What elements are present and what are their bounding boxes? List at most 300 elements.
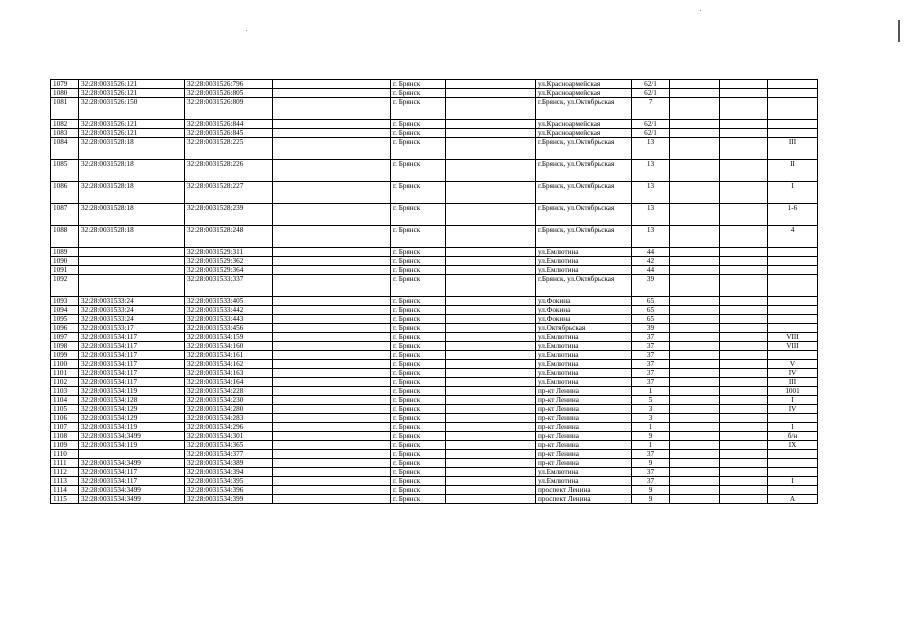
premises-number-cell bbox=[768, 351, 818, 360]
parcel-cadastral-number-cell: 32:28:0031533:24 bbox=[79, 306, 185, 315]
table-row bbox=[51, 257, 818, 266]
empty-cell bbox=[273, 405, 391, 414]
premises-number-cell bbox=[768, 98, 818, 120]
parcel-cadastral-number-cell: 32:28:0031533:24 bbox=[79, 297, 185, 306]
street-cell: ул.Емлютина bbox=[536, 360, 632, 369]
empty-cell bbox=[670, 257, 720, 266]
house-number-cell: 1 bbox=[632, 441, 670, 450]
empty-cell bbox=[446, 275, 536, 297]
street-cell: ул.Октябрьская bbox=[536, 324, 632, 333]
empty-cell bbox=[720, 266, 768, 275]
empty-cell bbox=[670, 204, 720, 226]
empty-cell bbox=[273, 441, 391, 450]
city-cell: г. Брянск bbox=[391, 369, 446, 378]
object-cadastral-number-cell: 32:28:0031529:362 bbox=[185, 257, 273, 266]
street-cell: пр-кт Ленина bbox=[536, 441, 632, 450]
house-number-cell: 13 bbox=[632, 160, 670, 182]
city-cell: г. Брянск bbox=[391, 204, 446, 226]
empty-cell bbox=[273, 297, 391, 306]
empty-cell bbox=[720, 315, 768, 324]
table-row bbox=[51, 306, 818, 315]
empty-cell bbox=[720, 182, 768, 204]
row-number-cell: 1089 bbox=[51, 248, 79, 257]
row-number-cell: 1084 bbox=[51, 138, 79, 160]
premises-number-cell bbox=[768, 89, 818, 98]
table-row bbox=[51, 360, 818, 369]
house-number-cell: 62/1 bbox=[632, 80, 670, 89]
empty-cell bbox=[273, 266, 391, 275]
house-number-cell: 37 bbox=[632, 477, 670, 486]
empty-cell bbox=[720, 138, 768, 160]
row-number-cell: 1111 bbox=[51, 459, 79, 468]
empty-cell bbox=[720, 495, 768, 504]
object-cadastral-number-cell: 32:28:0031534:394 bbox=[185, 468, 273, 477]
empty-cell bbox=[720, 98, 768, 120]
parcel-cadastral-number-cell: 32:28:0031534:3499 bbox=[79, 432, 185, 441]
empty-cell bbox=[273, 182, 391, 204]
parcel-cadastral-number-cell: 32:28:0031534:119 bbox=[79, 423, 185, 432]
parcel-cadastral-number-cell: 32:28:0031534:119 bbox=[79, 441, 185, 450]
house-number-cell: 5 bbox=[632, 396, 670, 405]
object-cadastral-number-cell: 32:28:0031534:228 bbox=[185, 387, 273, 396]
premises-number-cell bbox=[768, 315, 818, 324]
empty-cell bbox=[720, 477, 768, 486]
empty-cell bbox=[273, 351, 391, 360]
row-number-cell: 1103 bbox=[51, 387, 79, 396]
city-cell: г. Брянск bbox=[391, 306, 446, 315]
house-number-cell: 37 bbox=[632, 333, 670, 342]
parcel-cadastral-number-cell: 32:28:0031534:119 bbox=[79, 387, 185, 396]
street-cell: г.Брянск, ул.Октябрьская bbox=[536, 160, 632, 182]
city-cell: г. Брянск bbox=[391, 257, 446, 266]
empty-cell bbox=[273, 120, 391, 129]
house-number-cell: 9 bbox=[632, 432, 670, 441]
premises-number-cell: V bbox=[768, 360, 818, 369]
premises-number-cell: 4 bbox=[768, 226, 818, 248]
street-cell: ул.Емлютина bbox=[536, 351, 632, 360]
object-cadastral-number-cell: 32:28:0031534:160 bbox=[185, 342, 273, 351]
city-cell: г. Брянск bbox=[391, 120, 446, 129]
empty-cell bbox=[446, 441, 536, 450]
empty-cell bbox=[720, 459, 768, 468]
house-number-cell: 9 bbox=[632, 495, 670, 504]
premises-number-cell: IX bbox=[768, 441, 818, 450]
empty-cell bbox=[273, 378, 391, 387]
city-cell: г. Брянск bbox=[391, 486, 446, 495]
premises-number-cell: б/н bbox=[768, 432, 818, 441]
street-cell: ул.Красноармейская bbox=[536, 80, 632, 89]
table-row bbox=[51, 495, 818, 504]
object-cadastral-number-cell: 32:28:0031534:396 bbox=[185, 486, 273, 495]
table-row bbox=[51, 204, 818, 226]
street-cell: пр-кт Ленина bbox=[536, 396, 632, 405]
row-number-cell: 1110 bbox=[51, 450, 79, 459]
empty-cell bbox=[720, 369, 768, 378]
street-cell: ул.Фокина bbox=[536, 306, 632, 315]
row-number-cell: 1106 bbox=[51, 414, 79, 423]
empty-cell bbox=[670, 486, 720, 495]
object-cadastral-number-cell: 32:28:0031534:159 bbox=[185, 333, 273, 342]
street-cell: ул.Емлютина bbox=[536, 257, 632, 266]
house-number-cell: 62/1 bbox=[632, 129, 670, 138]
empty-cell bbox=[670, 378, 720, 387]
empty-cell bbox=[670, 423, 720, 432]
street-cell: г.Брянск, ул.Октябрьская bbox=[536, 275, 632, 297]
street-cell: г.Брянск, ул.Октябрьская bbox=[536, 204, 632, 226]
empty-cell bbox=[720, 387, 768, 396]
object-cadastral-number-cell: 32:28:0031534:283 bbox=[185, 414, 273, 423]
premises-number-cell bbox=[768, 459, 818, 468]
parcel-cadastral-number-cell: 32:28:0031534:117 bbox=[79, 477, 185, 486]
object-cadastral-number-cell: 32:28:0031534:161 bbox=[185, 351, 273, 360]
table-row bbox=[51, 120, 818, 129]
street-cell: ул.Красноармейская bbox=[536, 120, 632, 129]
street-cell: пр-кт Ленина bbox=[536, 459, 632, 468]
premises-number-cell bbox=[768, 275, 818, 297]
city-cell: г. Брянск bbox=[391, 495, 446, 504]
premises-number-cell bbox=[768, 324, 818, 333]
parcel-cadastral-number-cell: 32:28:0031534:3499 bbox=[79, 486, 185, 495]
house-number-cell: 37 bbox=[632, 342, 670, 351]
house-number-cell: 44 bbox=[632, 266, 670, 275]
empty-cell bbox=[273, 432, 391, 441]
empty-cell bbox=[670, 160, 720, 182]
empty-cell bbox=[720, 129, 768, 138]
street-cell: ул.Емлютина bbox=[536, 333, 632, 342]
premises-number-cell bbox=[768, 450, 818, 459]
row-number-cell: 1087 bbox=[51, 204, 79, 226]
street-cell: пр-кт Ленина bbox=[536, 387, 632, 396]
street-cell: проспект Ленина bbox=[536, 486, 632, 495]
house-number-cell: 9 bbox=[632, 486, 670, 495]
empty-cell bbox=[273, 89, 391, 98]
empty-cell bbox=[670, 396, 720, 405]
house-number-cell: 7 bbox=[632, 98, 670, 120]
parcel-cadastral-number-cell: 32:28:0031526:121 bbox=[79, 89, 185, 98]
empty-cell bbox=[720, 423, 768, 432]
empty-cell bbox=[720, 468, 768, 477]
parcel-cadastral-number-cell: 32:28:0031526:121 bbox=[79, 129, 185, 138]
parcel-cadastral-number-cell: 32:28:0031534:3499 bbox=[79, 459, 185, 468]
object-cadastral-number-cell: 32:28:0031534:365 bbox=[185, 441, 273, 450]
object-cadastral-number-cell: 32:28:0031528:239 bbox=[185, 204, 273, 226]
row-number-cell: 1092 bbox=[51, 275, 79, 297]
empty-cell bbox=[273, 248, 391, 257]
empty-cell bbox=[273, 486, 391, 495]
table-row bbox=[51, 226, 818, 248]
premises-number-cell: IV bbox=[768, 369, 818, 378]
object-cadastral-number-cell: 32:28:0031534:163 bbox=[185, 369, 273, 378]
city-cell: г. Брянск bbox=[391, 477, 446, 486]
empty-cell bbox=[273, 450, 391, 459]
table-row bbox=[51, 396, 818, 405]
city-cell: г. Брянск bbox=[391, 396, 446, 405]
empty-cell bbox=[720, 396, 768, 405]
house-number-cell: 65 bbox=[632, 315, 670, 324]
empty-cell bbox=[670, 98, 720, 120]
empty-cell bbox=[446, 138, 536, 160]
empty-cell bbox=[670, 441, 720, 450]
table-row bbox=[51, 248, 818, 257]
empty-cell bbox=[446, 266, 536, 275]
empty-cell bbox=[446, 204, 536, 226]
parcel-cadastral-number-cell: 32:28:0031534:117 bbox=[79, 333, 185, 342]
row-number-cell: 1102 bbox=[51, 378, 79, 387]
city-cell: г. Брянск bbox=[391, 387, 446, 396]
empty-cell bbox=[446, 423, 536, 432]
empty-cell bbox=[273, 333, 391, 342]
empty-cell bbox=[446, 351, 536, 360]
object-cadastral-number-cell: 32:28:0031526:809 bbox=[185, 98, 273, 120]
empty-cell bbox=[720, 120, 768, 129]
object-cadastral-number-cell: 32:28:0031534:164 bbox=[185, 378, 273, 387]
empty-cell bbox=[273, 257, 391, 266]
parcel-cadastral-number-cell: 32:28:0031528:18 bbox=[79, 160, 185, 182]
row-number-cell: 1094 bbox=[51, 306, 79, 315]
house-number-cell: 1 bbox=[632, 387, 670, 396]
row-number-cell: 1112 bbox=[51, 468, 79, 477]
row-number-cell: 1100 bbox=[51, 360, 79, 369]
premises-number-cell bbox=[768, 120, 818, 129]
city-cell: г. Брянск bbox=[391, 129, 446, 138]
row-number-cell: 1082 bbox=[51, 120, 79, 129]
object-cadastral-number-cell: 32:28:0031534:395 bbox=[185, 477, 273, 486]
parcel-cadastral-number-cell bbox=[79, 450, 185, 459]
empty-cell bbox=[670, 129, 720, 138]
house-number-cell: 39 bbox=[632, 324, 670, 333]
street-cell: пр-кт Ленина bbox=[536, 414, 632, 423]
parcel-cadastral-number-cell: 32:28:0031534:117 bbox=[79, 369, 185, 378]
object-cadastral-number-cell: 32:28:0031528:248 bbox=[185, 226, 273, 248]
city-cell: г. Брянск bbox=[391, 450, 446, 459]
empty-cell bbox=[446, 486, 536, 495]
house-number-cell: 3 bbox=[632, 414, 670, 423]
row-number-cell: 1108 bbox=[51, 432, 79, 441]
empty-cell bbox=[670, 351, 720, 360]
property-register-table bbox=[50, 79, 818, 504]
empty-cell bbox=[446, 396, 536, 405]
empty-cell bbox=[446, 405, 536, 414]
premises-number-cell: А bbox=[768, 495, 818, 504]
empty-cell bbox=[273, 138, 391, 160]
row-number-cell: 1104 bbox=[51, 396, 79, 405]
table-row bbox=[51, 369, 818, 378]
city-cell: г. Брянск bbox=[391, 468, 446, 477]
street-cell: г.Брянск, ул.Октябрьская bbox=[536, 226, 632, 248]
empty-cell bbox=[273, 324, 391, 333]
table-row bbox=[51, 275, 818, 297]
empty-cell bbox=[670, 315, 720, 324]
object-cadastral-number-cell: 32:28:0031528:227 bbox=[185, 182, 273, 204]
empty-cell bbox=[670, 324, 720, 333]
house-number-cell: 62/1 bbox=[632, 89, 670, 98]
empty-cell bbox=[670, 459, 720, 468]
table-row bbox=[51, 138, 818, 160]
row-number-cell: 1093 bbox=[51, 297, 79, 306]
row-number-cell: 1095 bbox=[51, 315, 79, 324]
table-row bbox=[51, 160, 818, 182]
object-cadastral-number-cell: 32:28:0031534:230 bbox=[185, 396, 273, 405]
empty-cell bbox=[273, 275, 391, 297]
parcel-cadastral-number-cell: 32:28:0031528:18 bbox=[79, 138, 185, 160]
table-row bbox=[51, 486, 818, 495]
parcel-cadastral-number-cell: 32:28:0031533:24 bbox=[79, 315, 185, 324]
premises-number-cell bbox=[768, 468, 818, 477]
scan-edge-mark bbox=[898, 20, 900, 42]
premises-number-cell bbox=[768, 129, 818, 138]
empty-cell bbox=[446, 477, 536, 486]
empty-cell bbox=[446, 182, 536, 204]
object-cadastral-number-cell: 32:28:0031529:311 bbox=[185, 248, 273, 257]
table-row bbox=[51, 414, 818, 423]
empty-cell bbox=[720, 450, 768, 459]
empty-cell bbox=[446, 450, 536, 459]
street-cell: ул.Красноармейская bbox=[536, 89, 632, 98]
table-row bbox=[51, 378, 818, 387]
premises-number-cell: III bbox=[768, 378, 818, 387]
house-number-cell: 9 bbox=[632, 459, 670, 468]
parcel-cadastral-number-cell: 32:28:0031534:117 bbox=[79, 342, 185, 351]
empty-cell bbox=[670, 89, 720, 98]
empty-cell bbox=[273, 369, 391, 378]
house-number-cell: 62/1 bbox=[632, 120, 670, 129]
premises-number-cell bbox=[768, 486, 818, 495]
empty-cell bbox=[273, 204, 391, 226]
house-number-cell: 65 bbox=[632, 306, 670, 315]
scan-speck bbox=[700, 10, 701, 11]
register-rows bbox=[51, 80, 818, 504]
object-cadastral-number-cell: 32:28:0031534:389 bbox=[185, 459, 273, 468]
empty-cell bbox=[720, 378, 768, 387]
object-cadastral-number-cell: 32:28:0031528:226 bbox=[185, 160, 273, 182]
city-cell: г. Брянск bbox=[391, 98, 446, 120]
house-number-cell: 44 bbox=[632, 248, 670, 257]
parcel-cadastral-number-cell: 32:28:0031526:150 bbox=[79, 98, 185, 120]
house-number-cell: 37 bbox=[632, 360, 670, 369]
empty-cell bbox=[273, 160, 391, 182]
city-cell: г. Брянск bbox=[391, 226, 446, 248]
empty-cell bbox=[273, 80, 391, 89]
empty-cell bbox=[670, 342, 720, 351]
house-number-cell: 13 bbox=[632, 138, 670, 160]
city-cell: г. Брянск bbox=[391, 414, 446, 423]
empty-cell bbox=[720, 333, 768, 342]
city-cell: г. Брянск bbox=[391, 297, 446, 306]
empty-cell bbox=[446, 297, 536, 306]
empty-cell bbox=[446, 129, 536, 138]
parcel-cadastral-number-cell bbox=[79, 248, 185, 257]
empty-cell bbox=[670, 450, 720, 459]
parcel-cadastral-number-cell bbox=[79, 275, 185, 297]
premises-number-cell bbox=[768, 248, 818, 257]
object-cadastral-number-cell: 32:28:0031526:796 bbox=[185, 80, 273, 89]
street-cell: ул.Емлютина bbox=[536, 369, 632, 378]
object-cadastral-number-cell: 32:28:0031533:405 bbox=[185, 297, 273, 306]
object-cadastral-number-cell: 32:28:0031528:225 bbox=[185, 138, 273, 160]
house-number-cell: 13 bbox=[632, 226, 670, 248]
empty-cell bbox=[273, 414, 391, 423]
empty-cell bbox=[720, 486, 768, 495]
house-number-cell: 3 bbox=[632, 405, 670, 414]
object-cadastral-number-cell: 32:28:0031534:399 bbox=[185, 495, 273, 504]
object-cadastral-number-cell: 32:28:0031533:443 bbox=[185, 315, 273, 324]
empty-cell bbox=[446, 80, 536, 89]
city-cell: г. Брянск bbox=[391, 160, 446, 182]
table-row bbox=[51, 266, 818, 275]
table-row bbox=[51, 459, 818, 468]
city-cell: г. Брянск bbox=[391, 459, 446, 468]
empty-cell bbox=[720, 89, 768, 98]
row-number-cell: 1114 bbox=[51, 486, 79, 495]
row-number-cell: 1113 bbox=[51, 477, 79, 486]
premises-number-cell: II bbox=[768, 160, 818, 182]
empty-cell bbox=[273, 129, 391, 138]
table-row bbox=[51, 423, 818, 432]
empty-cell bbox=[446, 333, 536, 342]
empty-cell bbox=[446, 315, 536, 324]
empty-cell bbox=[720, 414, 768, 423]
city-cell: г. Брянск bbox=[391, 248, 446, 257]
house-number-cell: 65 bbox=[632, 297, 670, 306]
parcel-cadastral-number-cell: 32:28:0031528:18 bbox=[79, 204, 185, 226]
empty-cell bbox=[670, 138, 720, 160]
city-cell: г. Брянск bbox=[391, 360, 446, 369]
object-cadastral-number-cell: 32:28:0031534:162 bbox=[185, 360, 273, 369]
house-number-cell: 13 bbox=[632, 182, 670, 204]
table-row bbox=[51, 468, 818, 477]
city-cell: г. Брянск bbox=[391, 405, 446, 414]
city-cell: г. Брянск bbox=[391, 324, 446, 333]
premises-number-cell: VIII bbox=[768, 342, 818, 351]
premises-number-cell: 1001 bbox=[768, 387, 818, 396]
row-number-cell: 1109 bbox=[51, 441, 79, 450]
empty-cell bbox=[670, 360, 720, 369]
city-cell: г. Брянск bbox=[391, 182, 446, 204]
premises-number-cell: III bbox=[768, 138, 818, 160]
city-cell: г. Брянск bbox=[391, 266, 446, 275]
empty-cell bbox=[670, 387, 720, 396]
street-cell: пр-кт Ленина bbox=[536, 432, 632, 441]
empty-cell bbox=[446, 459, 536, 468]
house-number-cell: 1 bbox=[632, 423, 670, 432]
empty-cell bbox=[446, 414, 536, 423]
parcel-cadastral-number-cell: 32:28:0031534:117 bbox=[79, 378, 185, 387]
premises-number-cell bbox=[768, 306, 818, 315]
row-number-cell: 1107 bbox=[51, 423, 79, 432]
row-number-cell: 1088 bbox=[51, 226, 79, 248]
empty-cell bbox=[670, 333, 720, 342]
row-number-cell: 1101 bbox=[51, 369, 79, 378]
empty-cell bbox=[720, 257, 768, 266]
table-row bbox=[51, 441, 818, 450]
empty-cell bbox=[720, 160, 768, 182]
empty-cell bbox=[720, 226, 768, 248]
parcel-cadastral-number-cell: 32:28:0031526:121 bbox=[79, 120, 185, 129]
row-number-cell: 1098 bbox=[51, 342, 79, 351]
table-row bbox=[51, 387, 818, 396]
premises-number-cell bbox=[768, 266, 818, 275]
empty-cell bbox=[720, 405, 768, 414]
empty-cell bbox=[670, 248, 720, 257]
table-row bbox=[51, 297, 818, 306]
parcel-cadastral-number-cell: 32:28:0031528:18 bbox=[79, 226, 185, 248]
table-row bbox=[51, 351, 818, 360]
table-row bbox=[51, 315, 818, 324]
premises-number-cell: I bbox=[768, 477, 818, 486]
object-cadastral-number-cell: 32:28:0031533:442 bbox=[185, 306, 273, 315]
house-number-cell: 37 bbox=[632, 351, 670, 360]
street-cell: ул.Емлютина bbox=[536, 342, 632, 351]
